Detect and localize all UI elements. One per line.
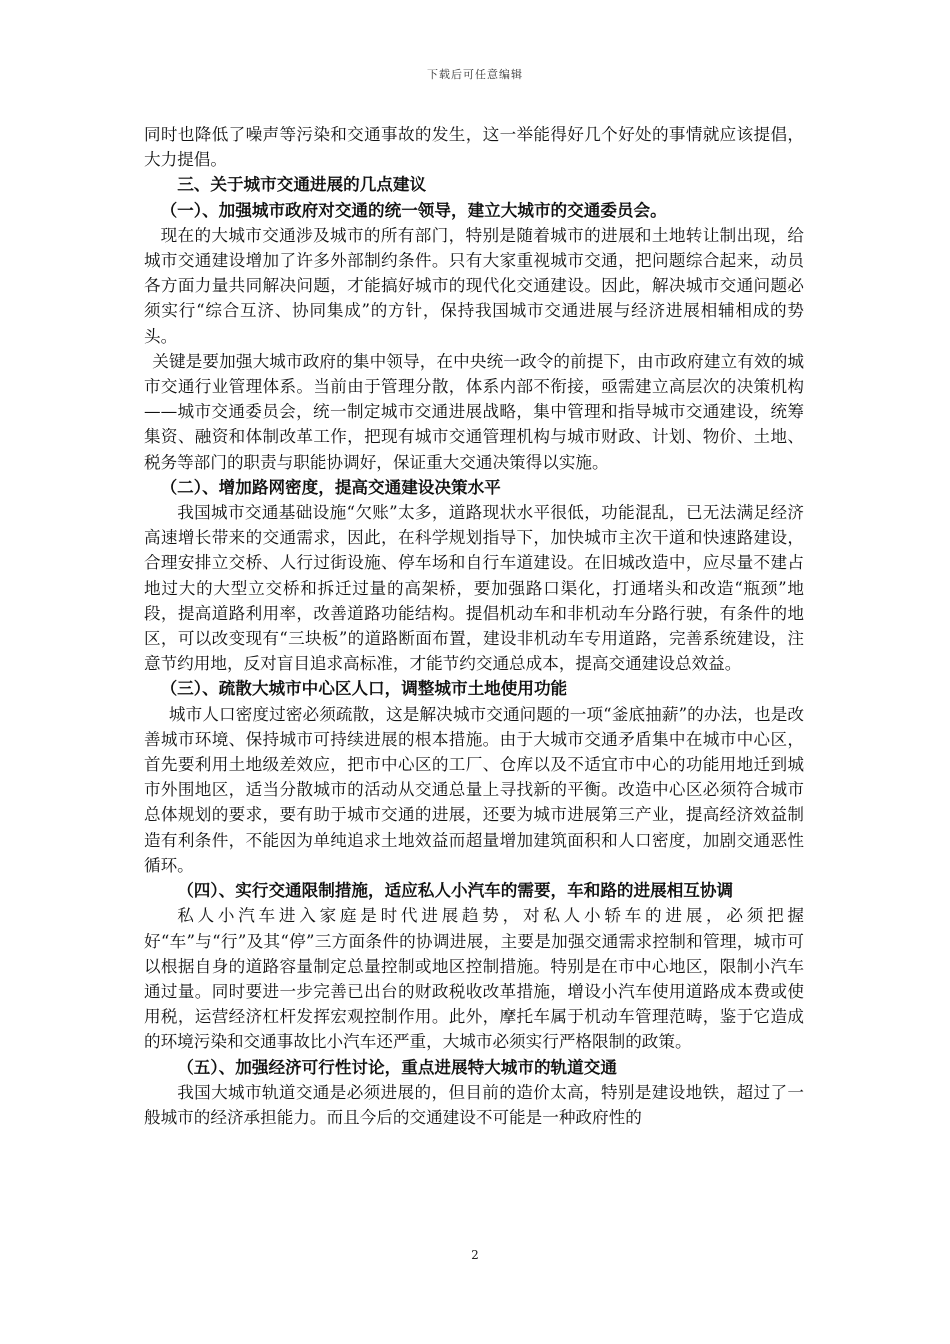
body-paragraph: 我国城市交通基础设施“欠账”太多，道路现状水平很低，功能混乱，已无法满足经济高速增长带来的交通需求，因此，在科学规划指导下，加快城市主次干道和快速路建设，合理安排立交桥、人行过街设施、停车场和自行车道建设。在旧城改造中，应尽量不建占地过大的大型立交桥和拆迁过量的高架桥，要加强路口渠化，打通堵头和改造“瓶颈”地段，提高道路利用率，改善道路功能结构。提倡机动车和非机动车分路行驶，有条件的地区，可以改变现有“三块板”的道路断面布置，建设非机动车专用道路，完善系统建设，注意节约用地，反对盲目追求高标准，才能节约交通总成本，提高交通建设总效益。 — [144, 503, 804, 674]
page-number: 2 — [471, 1248, 479, 1262]
body-paragraph: 关键是要加强大城市政府的集中领导，在中央统一政令的前提下，由市政府建立有效的城市交通行业管理体系。当前由于管理分散，体系内部不衔接，亟需建立高层次的决策机构——城市交通委员会，统一制定城市交通进展战略，集中管理和指导城市交通建设，统筹集资、融资和体制改革工作，把现有城市交通管理机构与城市财政、计划、物价、土地、税务等部门的职责与职能协调好，保证重大交通决策得以实施。 — [144, 351, 804, 472]
page-header: 下载后可任意编辑 — [427, 68, 523, 81]
body-paragraph: 私人小汽车进入家庭是时代进展趋势，对私人小轿车的进展，必须把握好“车”与“行”及其“停”三方面条件的协调进展，主要是加强交通需求控制和管理，城市可以根据自身的道路容量制定总量控制或地区控制措施。特别是在市中心地区，限制小汽车通过量。同时要进一步完善已出台的财政税收改革措施，增设小汽车使用道路成本费或使用税，运营经济杠杆发挥宏观控制作用。此外，摩托车属于机动车管理范畴，鉴于它造成的环境污染和交通事故比小汽车还严重，大城市必须实行严格限制的政策。 — [144, 906, 804, 1052]
subsection-heading: （二）、增加路网密度，提高交通建设决策水平 — [160, 476, 501, 497]
subsection-heading: （四）、实行交通限制措施，适应私人小汽车的需要，车和路的进展相互协调 — [177, 880, 734, 901]
body-paragraph: 我国大城市轨道交通是必须进展的，但目前的造价太高，特别是建设地铁，超过了一般城市的经济承担能力。而且今后的交通建设不可能是一种政府性的 — [144, 1082, 804, 1127]
body-paragraph: 现在的大城市交通涉及城市的所有部门，特别是随着城市的进展和土地转让制出现，给城市交通建设增加了许多外部制约条件。只有大家重视城市交通，把问题综合起来，动员各方面力量共同解决问题，才能搞好城市的现代化交通建设。因此，解决城市交通问题必须实行“综合互济、协同集成”的方针，保持我国城市交通进展与经济进展相辅相成的势头。 — [144, 225, 804, 346]
subsection-heading: （三）、疏散大城市中心区人口，调整城市土地使用功能 — [160, 678, 568, 699]
subsection-heading: （一）、加强城市政府对交通的统一领导，建立大城市的交通委员会。 — [160, 199, 667, 220]
subsection-heading: （五）、加强经济可行性讨论，重点进展特大城市的轨道交通 — [177, 1056, 617, 1077]
body-paragraph: 城市人口密度过密必须疏散，这是解决城市交通问题的一项“釜底抽薪”的办法，也是改善城市环境、保持城市可持续进展的根本措施。由于大城市交通矛盾集中在城市中心区，首先要利用土地级差效应，把市中心区的工厂、仓库以及不适宜市中心的功能用地迁到城市外围地区，适当分散城市的活动从交通总量上寻找新的平衡。改造中心区必须符合城市总体规划的要求，要有助于城市交通的进展，还要为城市进展第三产业，提高经济效益制造有利条件，不能因为单纯追求土地效益而超量增加建筑面积和人口密度，加剧交通恶性循环。 — [144, 704, 804, 875]
paragraph-continuation: 同时也降低了噪声等污染和交通事故的发生，这一举能得好几个好处的事情就应该提倡，大力提倡。 — [144, 125, 804, 170]
section-heading: 三、关于城市交通进展的几点建议 — [177, 174, 427, 195]
document-body — [144, 122, 804, 1130]
